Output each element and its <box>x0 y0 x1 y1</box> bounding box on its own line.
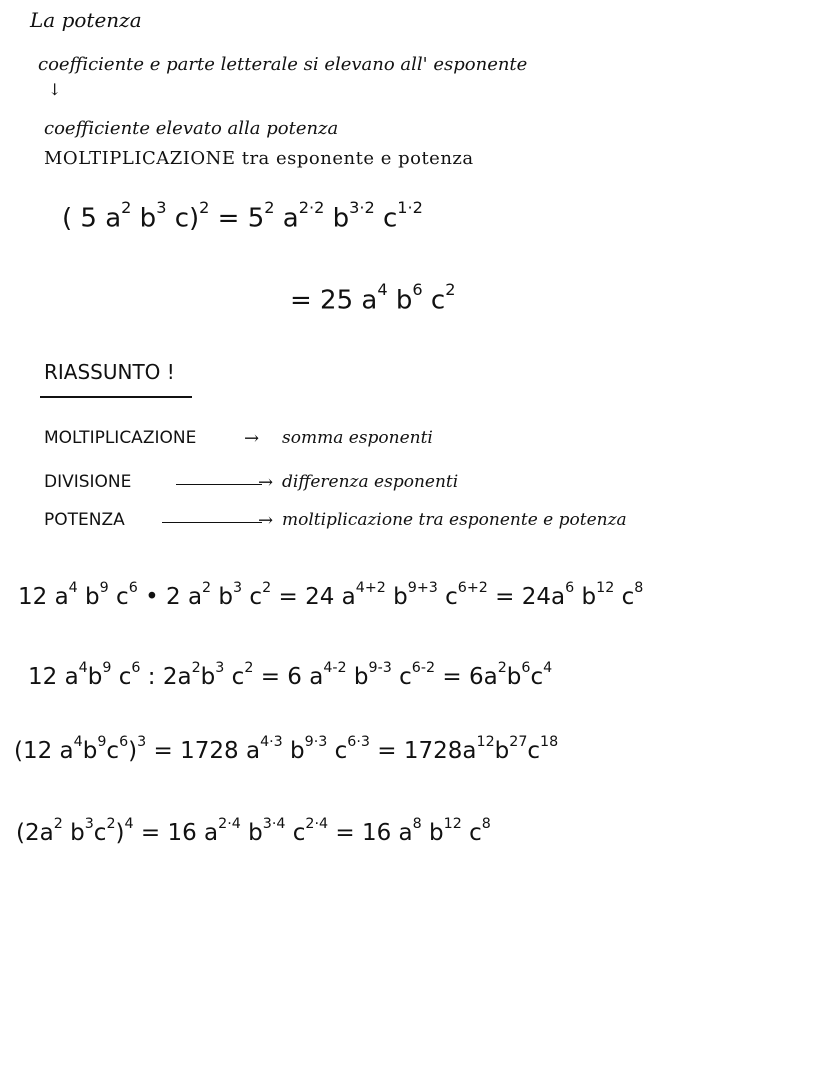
exponent: 6 <box>521 660 531 676</box>
term: = 6a <box>435 664 498 691</box>
exponent: 9 <box>97 734 107 750</box>
term: c <box>242 584 263 611</box>
exponent: 12 <box>596 580 615 596</box>
example-equation <box>62 198 423 234</box>
term: = 1728a <box>369 738 477 765</box>
result-exponent: 6 <box>412 280 423 299</box>
page-title: La potenza <box>30 8 142 32</box>
term: c <box>285 820 306 847</box>
exponent: 6-2 <box>411 660 436 676</box>
exponent: 4 <box>68 580 78 596</box>
term: b <box>494 738 510 765</box>
coefficient-note: coefficiente elevato alla potenza <box>44 118 339 139</box>
term: c <box>106 738 120 765</box>
exponent: 8 <box>412 816 422 832</box>
exponent: 6+2 <box>457 580 488 596</box>
exponent: 9·3 <box>304 734 328 750</box>
rule-text-power: moltiplicazione tra esponente e potenza <box>282 510 627 530</box>
rule-name-division: DIVISIONE <box>44 472 132 492</box>
exponent: 9 <box>99 580 109 596</box>
example-exponent: 3·2 <box>349 198 375 217</box>
exponent: 8 <box>481 816 491 832</box>
term: = 6 a <box>253 664 324 691</box>
arrow-right-icon: → <box>258 472 274 493</box>
exponent: 4 <box>73 734 83 750</box>
exercise-power-2 <box>16 816 491 846</box>
term: (2a <box>16 820 54 847</box>
exponent: 2 <box>202 580 212 596</box>
term: b <box>506 664 522 691</box>
exponent: 6 <box>128 580 138 596</box>
term: c <box>108 584 129 611</box>
term: b <box>574 584 597 611</box>
exponent: 6 <box>119 734 129 750</box>
example-term: a <box>274 203 299 234</box>
exponent: 2·4 <box>218 816 241 832</box>
exponent: 12 <box>476 734 495 750</box>
rule-text-division: differenza esponenti <box>282 472 459 492</box>
exercise-multiplication <box>18 580 643 610</box>
term: b <box>421 820 444 847</box>
exponent: 12 <box>443 816 462 832</box>
operator: • <box>137 584 166 611</box>
term: (12 a <box>14 738 74 765</box>
result-exponent: 2 <box>445 280 456 299</box>
term: c <box>530 664 544 691</box>
exponent: 3·4 <box>262 816 286 832</box>
result-term: b <box>387 285 413 316</box>
exponent: 4·3 <box>260 734 283 750</box>
term: c <box>93 820 107 847</box>
term: ) <box>128 738 138 765</box>
term: = 24 a <box>271 584 356 611</box>
down-arrow-icon: ↓ <box>48 80 62 99</box>
rule-name-power: POTENZA <box>44 510 125 530</box>
exponent: 2 <box>244 660 254 676</box>
term: c <box>461 820 482 847</box>
term: 12 a <box>18 584 69 611</box>
exercise-division <box>28 660 552 690</box>
example-term: ( 5 a <box>62 203 122 234</box>
exponent: 3 <box>84 816 94 832</box>
exponent: 18 <box>540 734 559 750</box>
example-exponent: 1·2 <box>397 198 423 217</box>
term: = 1728 a <box>146 738 261 765</box>
summary-underline <box>40 396 192 398</box>
exponent: 3 <box>137 734 147 750</box>
term: 12 a <box>28 664 79 691</box>
exponent: 2 <box>262 580 272 596</box>
summary-heading: RIASSUNTO ! <box>44 360 175 384</box>
example-term: = 5 <box>209 203 265 234</box>
exponent: 6 <box>565 580 575 596</box>
term: c <box>437 584 458 611</box>
term: c <box>614 584 635 611</box>
term: c <box>527 738 541 765</box>
exponent: 3 <box>233 580 243 596</box>
example-exponent: 2·2 <box>298 198 325 217</box>
rule-name-multiplication: MOLTIPLICAZIONE <box>44 428 197 448</box>
exponent: 2 <box>106 816 116 832</box>
term: b <box>77 584 100 611</box>
term: 2a <box>162 664 192 691</box>
exponent: 9-3 <box>368 660 392 676</box>
example-exponent: 3 <box>156 198 167 217</box>
exponent: 2 <box>53 816 63 832</box>
exponent: 8 <box>634 580 644 596</box>
exponent: 27 <box>509 734 528 750</box>
term: b <box>87 664 103 691</box>
example-term: c) <box>166 203 200 234</box>
exponent: 4+2 <box>355 580 386 596</box>
term: = 24a <box>487 584 566 611</box>
exercise-power-1 <box>14 734 558 764</box>
term: b <box>282 738 305 765</box>
rule-text-multiplication: somma esponenti <box>282 428 433 448</box>
exponent: 2 <box>497 660 507 676</box>
result-term: c <box>422 285 446 316</box>
example-exponent: 2 <box>121 198 132 217</box>
division-arrow-line <box>176 484 262 485</box>
example-term: b <box>131 203 157 234</box>
result-term: a <box>353 285 378 316</box>
exponent: 2 <box>191 660 201 676</box>
term: b <box>62 820 85 847</box>
term: = 16 a <box>328 820 413 847</box>
exponent: 6 <box>131 660 141 676</box>
term: c <box>391 664 412 691</box>
exponent: 4 <box>543 660 553 676</box>
multiplication-note: MOLTIPLICAZIONE tra esponente e potenza <box>44 148 474 169</box>
exponent: 4 <box>124 816 134 832</box>
exponent: 6·3 <box>347 734 370 750</box>
term: b <box>200 664 216 691</box>
term: b <box>211 584 234 611</box>
exponent: 9+3 <box>407 580 438 596</box>
example-exponent: 2 <box>264 198 275 217</box>
intro-text: coefficiente e parte letterale si elevano all' esponente <box>38 54 528 75</box>
exponent: 3 <box>215 660 225 676</box>
power-arrow-line <box>162 522 262 523</box>
operator: : <box>140 664 163 691</box>
term: 2 a <box>166 584 203 611</box>
example-exponent: 2 <box>199 198 210 217</box>
term: c <box>111 664 132 691</box>
example-term: c <box>374 203 398 234</box>
term: b <box>346 664 369 691</box>
arrow-right-icon: → <box>258 510 274 531</box>
term: b <box>240 820 263 847</box>
term: b <box>385 584 408 611</box>
term: b <box>82 738 98 765</box>
exponent: 4 <box>78 660 88 676</box>
exponent: 2·4 <box>305 816 329 832</box>
exponent: 4-2 <box>323 660 347 676</box>
result-exponent: 4 <box>377 280 388 299</box>
term: = 16 a <box>133 820 219 847</box>
term: c <box>224 664 245 691</box>
example-term: b <box>324 203 350 234</box>
exponent: 9 <box>102 660 112 676</box>
term: ) <box>115 820 125 847</box>
result-term: = 25 <box>290 285 354 316</box>
arrow-right-icon: → <box>244 428 260 449</box>
term: c <box>327 738 348 765</box>
example-result <box>290 280 455 316</box>
